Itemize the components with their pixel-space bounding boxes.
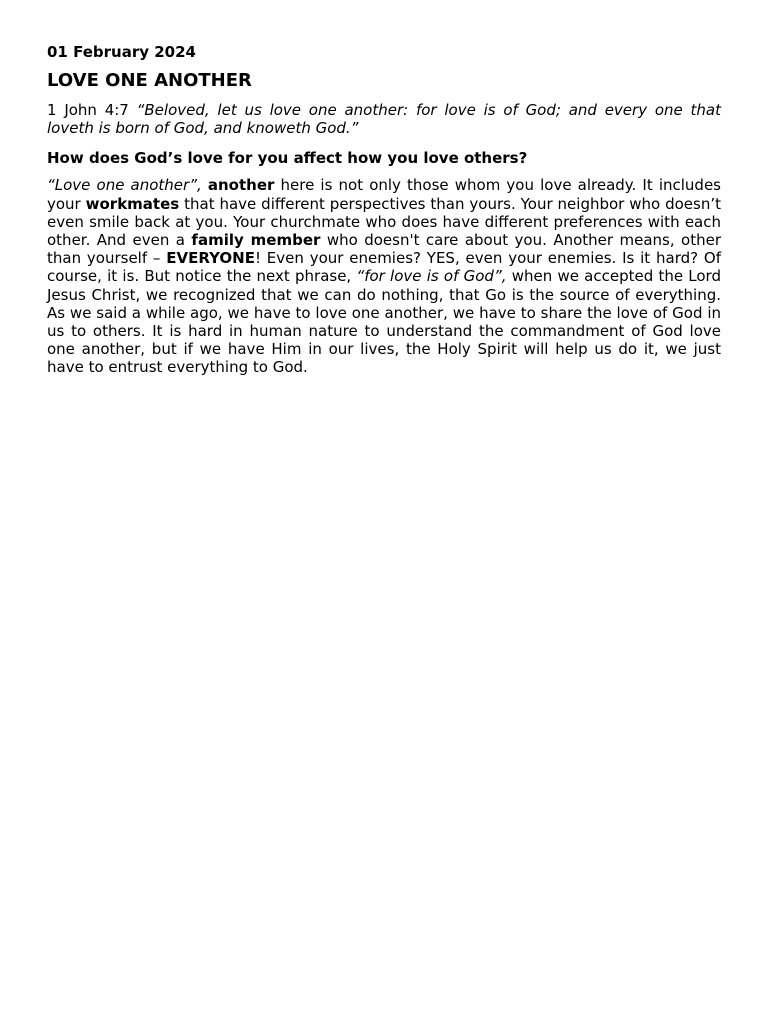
body-segment: who doesn't care about you. Another means, other than yourself – [47,231,721,268]
body-paragraph [47,176,721,376]
body-emphasis-everyone: EVERYONE [166,249,255,268]
body-emphasis-another: another [207,176,275,195]
body-emphasis-workmates: workmates [85,194,180,213]
body-emphasis-family-member: family member [191,231,321,250]
verse-text: “Beloved, let us love one another: for love is of God; and every one that loveth is born of God, and knoweth God.” [47,101,721,138]
document-title: LOVE ONE ANOTHER [47,70,252,91]
bible-verse [47,101,721,137]
reflection-question: How does God’s love for you affect how you love others? [47,149,528,168]
body-segment: ! Even your enemies? YES, even your enemies. Is it hard? Of course, it is. But notice the next phrase, [47,249,721,286]
document-date: 01 February 2024 [47,43,196,61]
verse-reference: 1 John 4:7 [47,101,137,119]
body-segment: when we accepted the Lord Jesus Christ, we recognized that we can do nothing, that Go is the source of everything. As we said a while ago, we have to love one another, we have to share the love of God in us to others. It is hard in human nature to understand the commandment of God love one another, but if we have Him in our lives, the Holy Spirit will help us do it, we just have to entrust everything to God. [47,267,721,377]
body-quote-love-one-another: “Love one another”, [47,176,202,195]
body-segment: here is not only those whom you love already. It includes your [47,176,721,213]
body-segment: that have different perspectives than yours. Your neighbor who doesn’t even smile back at you. Your churchmate who does have different preferences with each other. And even a [47,194,721,250]
body-quote-love-is-of-god: “for love is of God”, [356,267,507,286]
